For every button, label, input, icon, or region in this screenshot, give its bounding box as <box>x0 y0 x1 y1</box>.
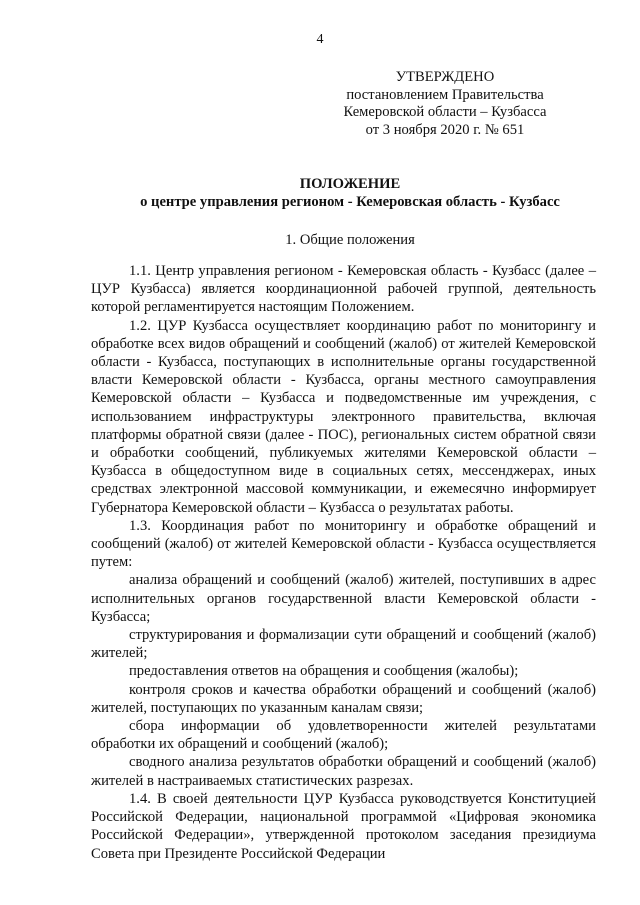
document-title-line-1: ПОЛОЖЕНИЕ <box>299 176 401 192</box>
document-title-line-2: о центре управления регионом - Кемеровская область - Кузбасс <box>140 194 560 210</box>
paragraph-1-4: 1.4. В своей деятельности ЦУР Кузбасса руководствуется Конституцией Российской Федерации, национальной программой «Цифровая экономика Российской Федерации», утвержденной протоколом заседания президиума Совета при Президенте Российской Федерации <box>91 790 596 862</box>
paragraph-1-3: 1.3. Координация работ по мониторингу и обработке обращений и сообщений (жалоб) от жителей Кемеровской области - Кузбасса осуществляется путем: <box>91 517 596 571</box>
paragraph-1-2: 1.2. ЦУР Кузбасса осуществляет координацию работ по мониторингу и обработке всех видов обращений и сообщений (жалоб) от жителей Кемеровской области - Кузбасса, поступающих в исполнительные органы государственной власти Кемеровской области - Кузбасса, органы местного самоуправления Кемеровской области – Кузбасса и подведомственные им учреждения, с использованием инфраструктуры электронного правительства, включая платформы обратной связи (далее - ПОС), региональных систем обратной связи и обработки сообщений, публикуемых жителями Кемеровской области – Кузбасса в общедоступном виде в социальных сетях, мессенджерах, иных средствах электронной массовой коммуникации, и ежемесячно информирует Губернатора Кемеровской области – Кузбасса о результатах работы. <box>91 317 596 516</box>
document-title <box>60 175 640 211</box>
approval-stamp <box>330 69 560 139</box>
list-item-summary-analysis: сводного анализа результатов обработки обращений и сообщений (жалоб) жителей в настраиваемых статистических разрезах. <box>91 754 596 789</box>
approval-line-3: Кемеровской области – Кузбасса <box>343 104 547 121</box>
list-item-control: контроля сроков и качества обработки обращений и сообщений (жалоб) жителей, поступающих по указанным каналам связи; <box>91 681 596 716</box>
approval-line-1: УТВЕРЖДЕНО <box>395 69 495 85</box>
list-item-analysis: анализа обращений и сообщений (жалоб) жителей, поступивших в адрес исполнительных органов государственной власти Кемеровской области - Кузбасса; <box>91 572 596 625</box>
list-item-satisfaction: сбора информации об удовлетворенности жителей результатами обработки их обращений и сообщений (жалоб); <box>91 718 596 753</box>
list-item-structuring: структурирования и формализации сути обращений и сообщений (жалоб) жителей; <box>91 627 596 662</box>
document-body <box>91 262 596 863</box>
paragraph-1-1: 1.1. Центр управления регионом - Кемеровская область - Кузбасс (далее – ЦУР Кузбасса) является координационной рабочей группой, деятельность которой регламентируется настоящим Положением. <box>91 263 596 316</box>
approval-line-4: от 3 ноября 2020 г. № 651 <box>365 121 525 138</box>
list-item-responses: предоставления ответов на обращения и сообщения (жалобы); <box>129 663 519 680</box>
page-number: 4 <box>316 32 324 47</box>
approval-line-2: постановлением Правительства <box>346 86 544 103</box>
section-heading: 1. Общие положения <box>285 232 415 248</box>
